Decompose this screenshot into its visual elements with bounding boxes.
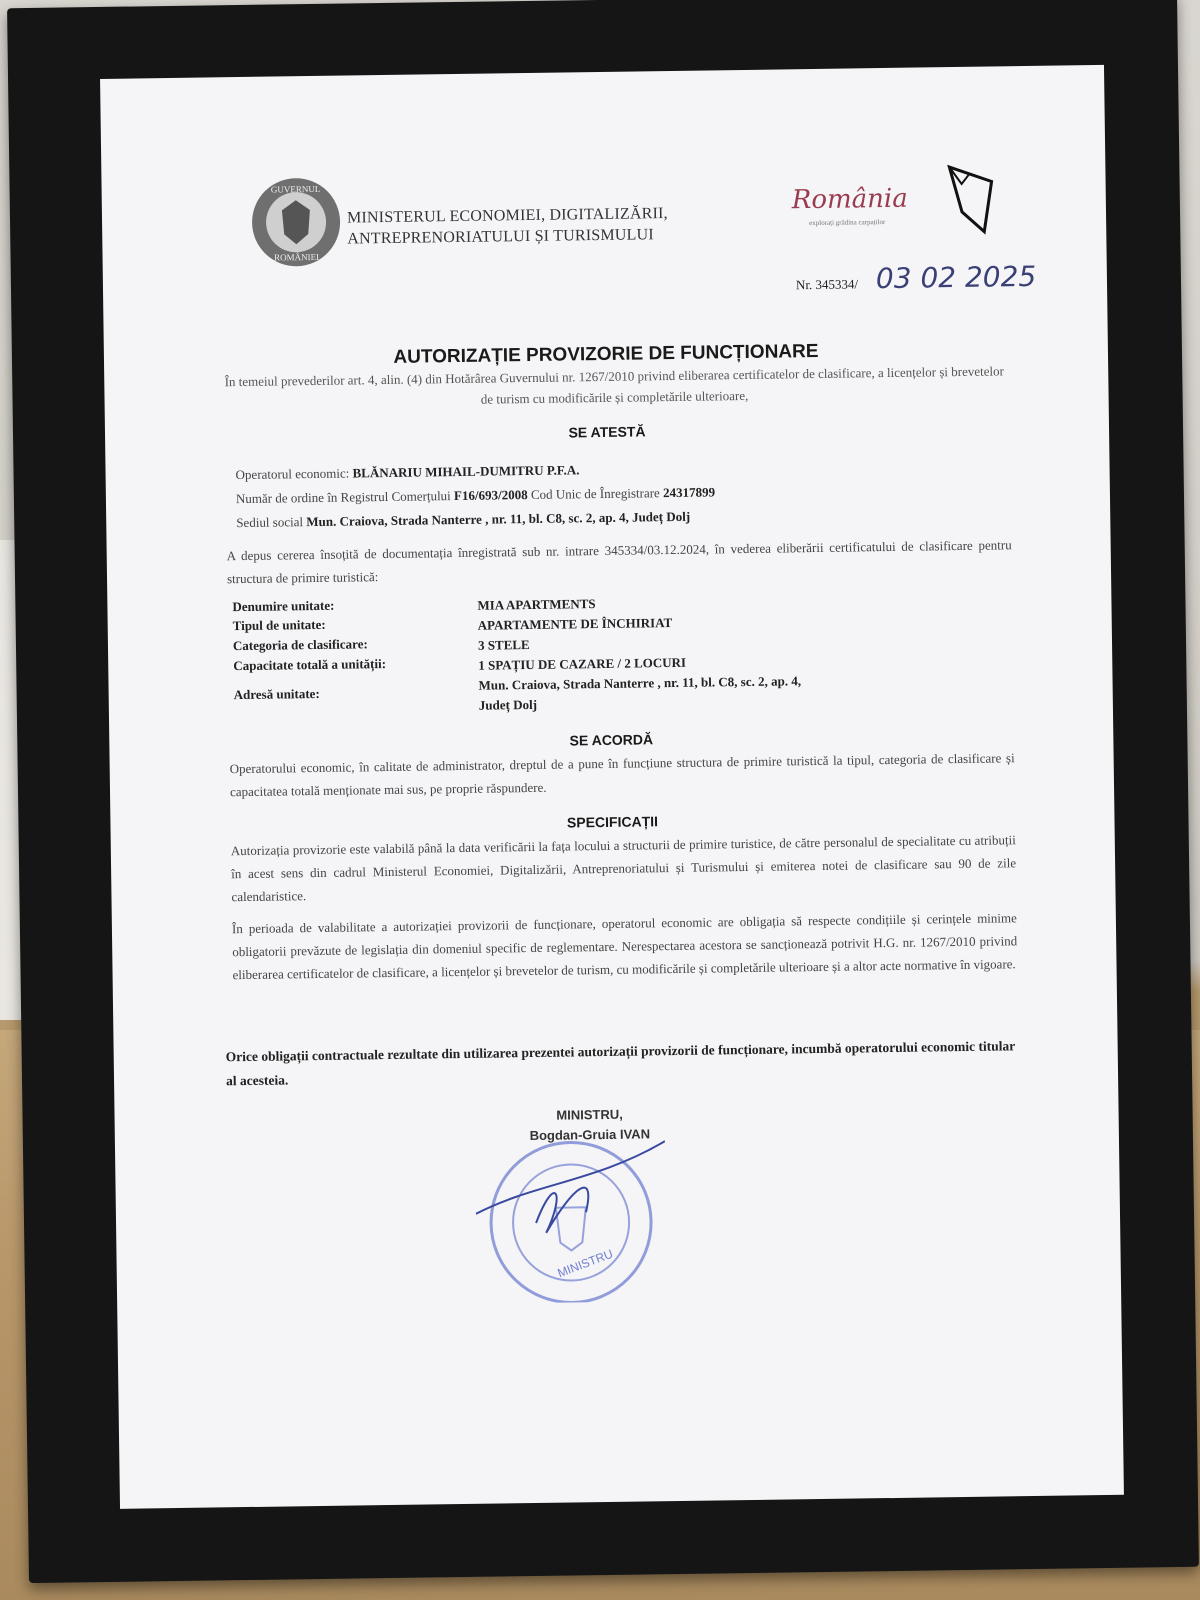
unit-address-line-2: Județ Dolj (478, 696, 538, 713)
ministry-stamp-icon (475, 1111, 668, 1304)
unit-name-label: Denumire unitate: (232, 597, 335, 615)
romania-logo-subtitle: explorați grădina carpaților (809, 218, 886, 228)
heading-se-acorda: SE ACORDĂ (569, 731, 654, 749)
unit-category-value: 3 STELE (477, 637, 530, 653)
signatory-role: MINISTRU, (556, 1106, 623, 1123)
unit-type-value: APARTAMENTE DE ÎNCHIRIAT (477, 615, 673, 633)
ministry-name (347, 203, 668, 249)
romania-logo: România (791, 183, 908, 216)
document-title: AUTORIZAȚIE PROVIZORIE DE FUNCȚIONARE (393, 340, 819, 368)
unit-address-line-1: Mun. Craiova, Strada Nanterre , nr. 11, bl. C8, sc. 2, ap. 4, (478, 673, 802, 693)
unit-capacity-label: Capacitate totală a unității: (233, 656, 387, 674)
acorda-paragraph: Operatorului economic, în calitate de administrator, dreptul de a pune în funcțiune structura de primire turistică la tipul, categoria de clasificare și capacitatea totală menționate mai sus, pe proprie răspundere. (229, 750, 1015, 800)
obligations-paragraph: Orice obligații contractuale rezultate din utilizarea prezentei autorizații provizorii de funcționare, incumbă operatorului economic titular al acesteia. (225, 1038, 1016, 1089)
operator-name: BLĂNARIU MIHAIL-DUMITRU P.F.A. (352, 462, 580, 481)
folded-page-icon (941, 161, 1002, 237)
handwritten-date: 03 02 2025 (875, 259, 1037, 296)
unit-name-value: MIA APARTMENTS (477, 596, 596, 613)
unit-type-label: Tipul de unitate: (232, 616, 326, 634)
address-label: Sediul social (236, 514, 304, 531)
request-paragraph: A depus cererea însoțită de documentația înregistrată sub nr. intrare 345334/03.12.2024, în vederea eliberării certificatului de clasificare pentru structura de primire turistică: (226, 537, 1012, 587)
spec-paragraph-2: În perioada de valabilitate a autorizației provizorii de funcționare, operatorul economic are obligația să respecte condițiile și cerințele minime obligatorii prevăzute de legislația din domeniul specific de reglementare. Nerespectarea acestora se sancționează potrivit H.G. nr. 1267/2010 privind eliberarea certificatelor de clasificare, a licențelor și brevetelor de turism, cu modificările și completările ulterioare și a altor acte normative în vigoare. (231, 910, 1018, 983)
heading-specificatii: SPECIFICAȚII (566, 813, 659, 831)
legal-basis: În temeiul prevederilor art. 4, alin. (4) din Hotărârea Guvernului nr. 1267/2010 privind eliberarea certificatelor de clasificare, a licențelor și brevetelor de turism cu modificările și completările ulterioare, (224, 363, 1004, 407)
unit-category-label: Categoria de clasificare: (232, 636, 368, 654)
registration-number: Nr. 345334/ (795, 276, 859, 293)
stamp-text: MINISTRU (555, 1246, 615, 1281)
unit-address-label: Adresă unitate: (233, 685, 320, 703)
reg-number: F16/693/2008 (453, 487, 528, 504)
operator-label: Operatorul economic: (235, 465, 350, 483)
operator-info (235, 456, 715, 535)
cui-number: 24317899 (662, 484, 716, 501)
seal-text-bottom: ROMÂNIEI (273, 251, 320, 263)
signatory-name: Bogdan-Gruia IVAN (529, 1126, 651, 1144)
cui-label: Cod Unic de Înregistrare (530, 485, 660, 502)
seal-text-top: GUVERNUL (270, 183, 321, 195)
unit-capacity-value: 1 SPAȚIU DE CAZARE / 2 LOCURI (478, 654, 687, 673)
ministry-line-1: MINISTERUL ECONOMIEI, DIGITALIZĂRII, (346, 205, 668, 227)
reg-label: Număr de ordine în Registrul Comerțului (235, 488, 451, 507)
operator-address: Mun. Craiova, Strada Nanterre , nr. 11, bl. C8, sc. 2, ap. 4, Județ Dolj (306, 508, 691, 530)
picture-frame (7, 0, 1199, 1583)
heading-se-atesta: SE ATESTĂ (568, 423, 646, 441)
ministry-line-2: ANTREPRENORIATULUI ȘI TURISMULUI (347, 226, 654, 248)
spec-paragraph-1: Autorizația provizorie este valabilă până la data verificării la fața locului a structurii de primire turistice, de către personalul de specialitate cu atribuții în acest sens din cadrul Ministerul Economiei, Digitalizării, Antreprenoriatului și Turismului și emiterea notei de clasificare sau 90 de zile calendaristice. (230, 832, 1017, 905)
certificate-document (100, 65, 1124, 1509)
government-seal-icon (249, 176, 342, 269)
